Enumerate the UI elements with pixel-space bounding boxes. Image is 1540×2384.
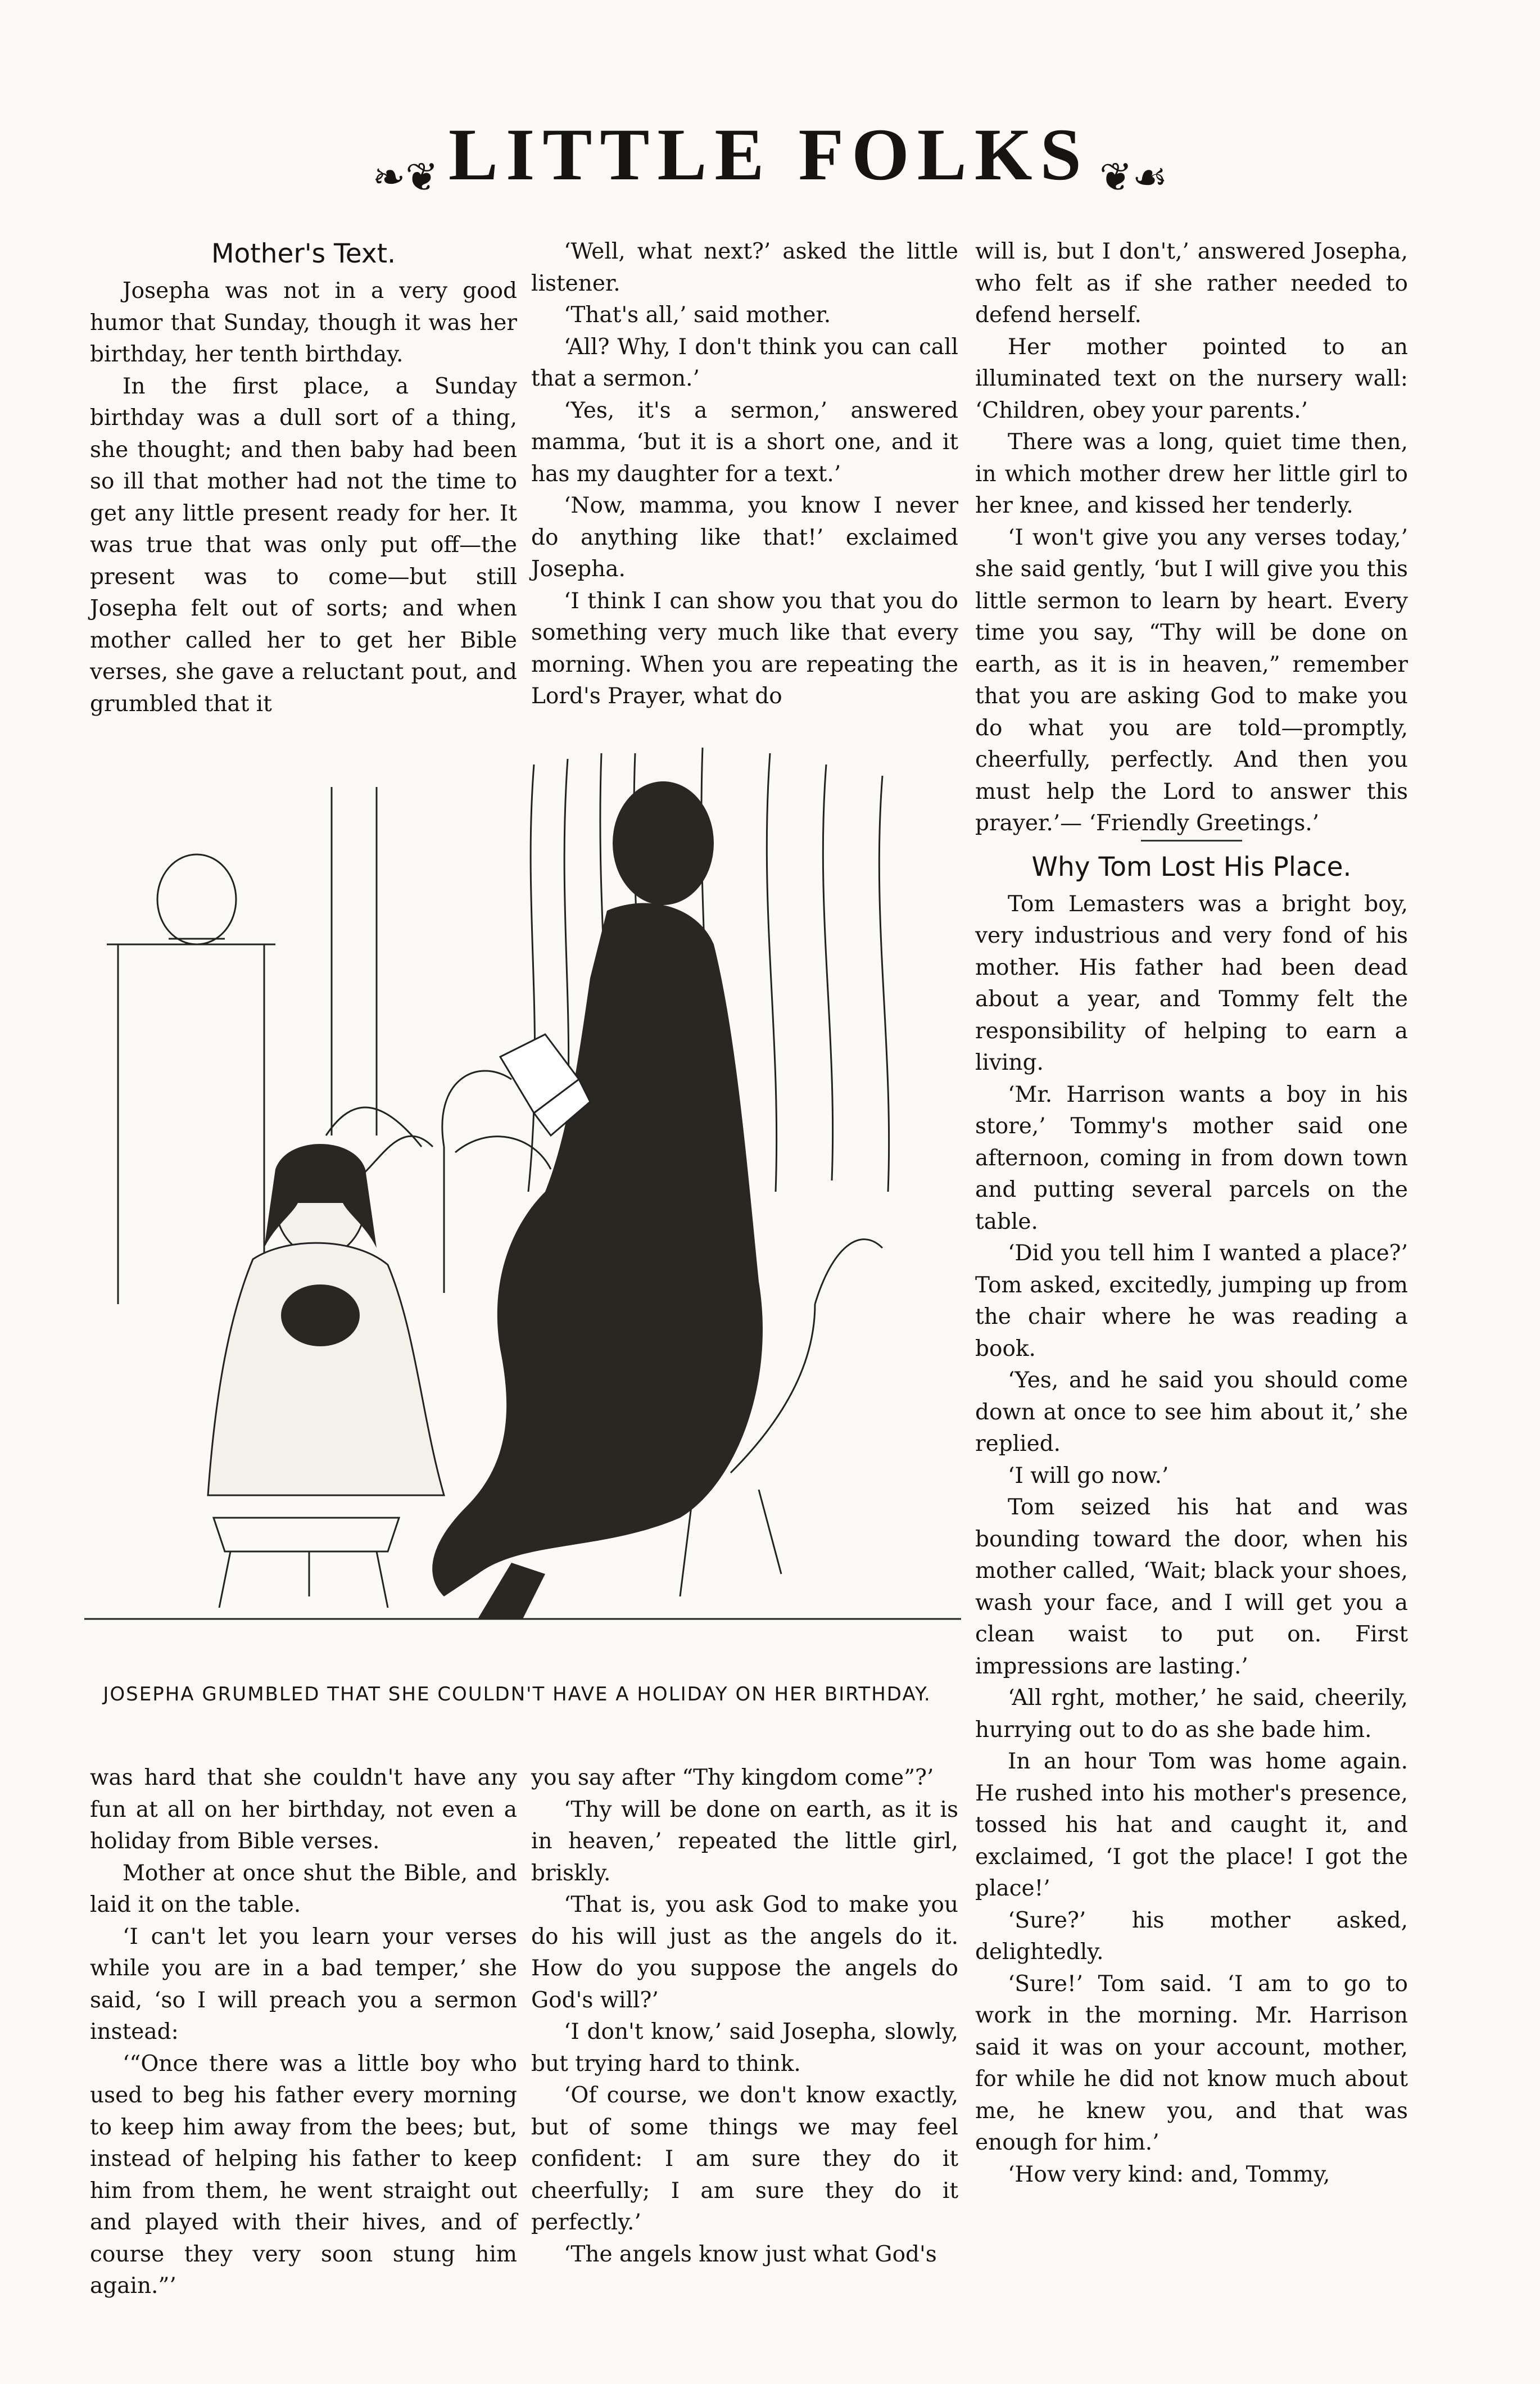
right-column (975, 236, 1408, 2191)
story2-heading: Why Tom Lost His Place. (1031, 851, 1352, 883)
paragraph: There was a long, quiet time then, in which mother drew her little girl to her knee, and kissed her tenderly. (975, 429, 1408, 518)
paragraph: ‘I think I can show you that you do something very much like that every morning. When you are repeating the Lord's Prayer, what do (531, 588, 958, 709)
paragraph: In an hour Tom was home again. He rushed into his mother's presence, tossed his hat and caught it, and exclaimed, ‘I got the place! I got the place!’ (975, 1749, 1408, 1901)
story1-column1-top (90, 236, 517, 720)
paragraph: ‘How very kind: and, Tommy, (1008, 2161, 1330, 2187)
paragraph: ‘That is, you ask God to make you do his will just as the angels do it. How do you suppose the angels do God's will?’ (531, 1892, 958, 2013)
paragraph: ‘Now, mamma, you know I never do anything like that!’ exclaimed Josepha. (531, 493, 958, 582)
paragraph: Mother at once shut the Bible, and laid it on the table. (90, 1860, 517, 1917)
right-ornament-icon: ❦☙ (1099, 153, 1168, 200)
paragraph: Josepha was not in a very good humor that Sunday, though it was her birthday, her tenth birthday. (90, 278, 517, 367)
illustration (84, 742, 961, 1664)
paragraph: ‘I don't know,’ said Josepha, slowly, but trying hard to think. (531, 2019, 958, 2077)
paragraph: ‘“Once there was a little boy who used to beg his father every morning to keep him away from the bees; but, instead of helping his father to keep him from them, he went straight out and played with their hives, and of course they very soon stung him again.”’ (90, 2051, 517, 2299)
left-ornament-icon: ❧❦ (372, 153, 438, 200)
paragraph: you say after “Thy kingdom come”?’ (531, 1765, 934, 1790)
paragraph: ‘The angels know just what God's (564, 2241, 937, 2267)
paragraph: ‘Yes, it's a sermon,’ answered mamma, ‘but it is a short one, and it has my daughter for a text.’ (531, 397, 958, 487)
paragraph: ‘Thy will be done on earth, as it is in heaven,’ repeated the little girl, briskly. (531, 1797, 958, 1886)
paragraph: ‘I will go now.’ (1008, 1463, 1169, 1489)
paragraph: ‘That's all,’ said mother. (564, 302, 831, 328)
paragraph: ‘Sure?’ his mother asked, delightedly. (975, 1907, 1408, 1965)
paragraph: was hard that she couldn't have any fun at all on her birthday, not even a holiday from Bible verses. (90, 1765, 517, 1854)
paragraph: Tom seized his hat and was bounding toward the door, when his mother called, ‘Wait; black your shoes, wash your face, and I will get you a clean waist to put on. First impressions are lasting.’ (975, 1495, 1408, 1679)
paragraph: ‘Did you tell him I wanted a place?’ Tom asked, excitedly, jumping up from the chair where he was reading a book. (975, 1241, 1408, 1361)
paragraph: will is, but I don't,’ answered Josepha, who felt as if she rather needed to defend herself. (975, 239, 1408, 328)
masthead-title: LITTLE FOLKS (448, 113, 1089, 196)
divider (1141, 840, 1242, 842)
paragraph: Tom Lemasters was a bright boy, very industrious and very fond of his mother. His father had been dead about a year, and Tommy felt the responsibility of helping to earn a living. (975, 891, 1408, 1075)
paragraph: ‘I can't let you learn your verses while you are in a bad temper,’ she said, ‘so I will preach you a sermon instead: (90, 1924, 517, 2044)
paragraph: ‘All rght, mother,’ he said, cheerily, hurrying out to do as she bade him. (975, 1685, 1408, 1743)
illustration-caption: JOSEPHA GRUMBLED THAT SHE COULDN'T HAVE A HOLIDAY ON HER BIRTHDAY. (103, 1683, 931, 1706)
paragraph: ‘Mr. Harrison wants a boy in his store,’ Tommy's mother said one afternoon, coming in from down town and putting several parcels on the table. (975, 1082, 1408, 1234)
story1-column2-bottom (531, 1762, 958, 2270)
paragraph: ‘I won't give you any verses today,’ she said gently, ‘but I will give you this little sermon to learn by heart. Every time you say, “Thy will be done on earth, as it is in heaven,” remember that you are asking God to make you do what you are told—promptly, cheerfully, perfectly. And then you must help the Lord to answer this prayer.’— ‘Friendly Greetings.’ (975, 524, 1408, 836)
story1-heading: Mother's Text. (211, 238, 396, 269)
masthead (0, 107, 1540, 202)
mother-reading-illustration (84, 742, 961, 1664)
paragraph: Her mother pointed to an illuminated text on the nursery wall: ‘Children, obey your parents.’ (975, 334, 1408, 423)
paragraph: In the first place, a Sunday birthday was a dull sort of a thing, she thought; and then baby had been so ill that mother had not the time to get any little present ready for her. It was true that was only put off—the present was to come—but still Josepha felt out of sorts; and when mother called her to get her Bible verses, she gave a reluctant pout, and grumbled that it (90, 373, 517, 717)
story1-column2-top (531, 236, 958, 713)
paragraph: ‘Sure!’ Tom said. ‘I am to go to work in the morning. Mr. Harrison said it was on your account, mother, for while he did not know much about me, he knew you, and that was enough for him.’ (975, 1971, 1408, 2155)
paragraph: ‘All? Why, I don't think you can call that a sermon.’ (531, 334, 958, 391)
paragraph: ‘Of course, we don't know exactly, but of some things we may feel confident: I am sure they do it cheerfully; I am sure they do it perfectly.’ (531, 2083, 958, 2235)
paragraph: ‘Well, what next?’ asked the little listener. (531, 239, 958, 296)
story1-column1-bottom (90, 1762, 517, 2302)
paragraph: ‘Yes, and he said you should come down at once to see him about it,’ she replied. (975, 1368, 1408, 1456)
